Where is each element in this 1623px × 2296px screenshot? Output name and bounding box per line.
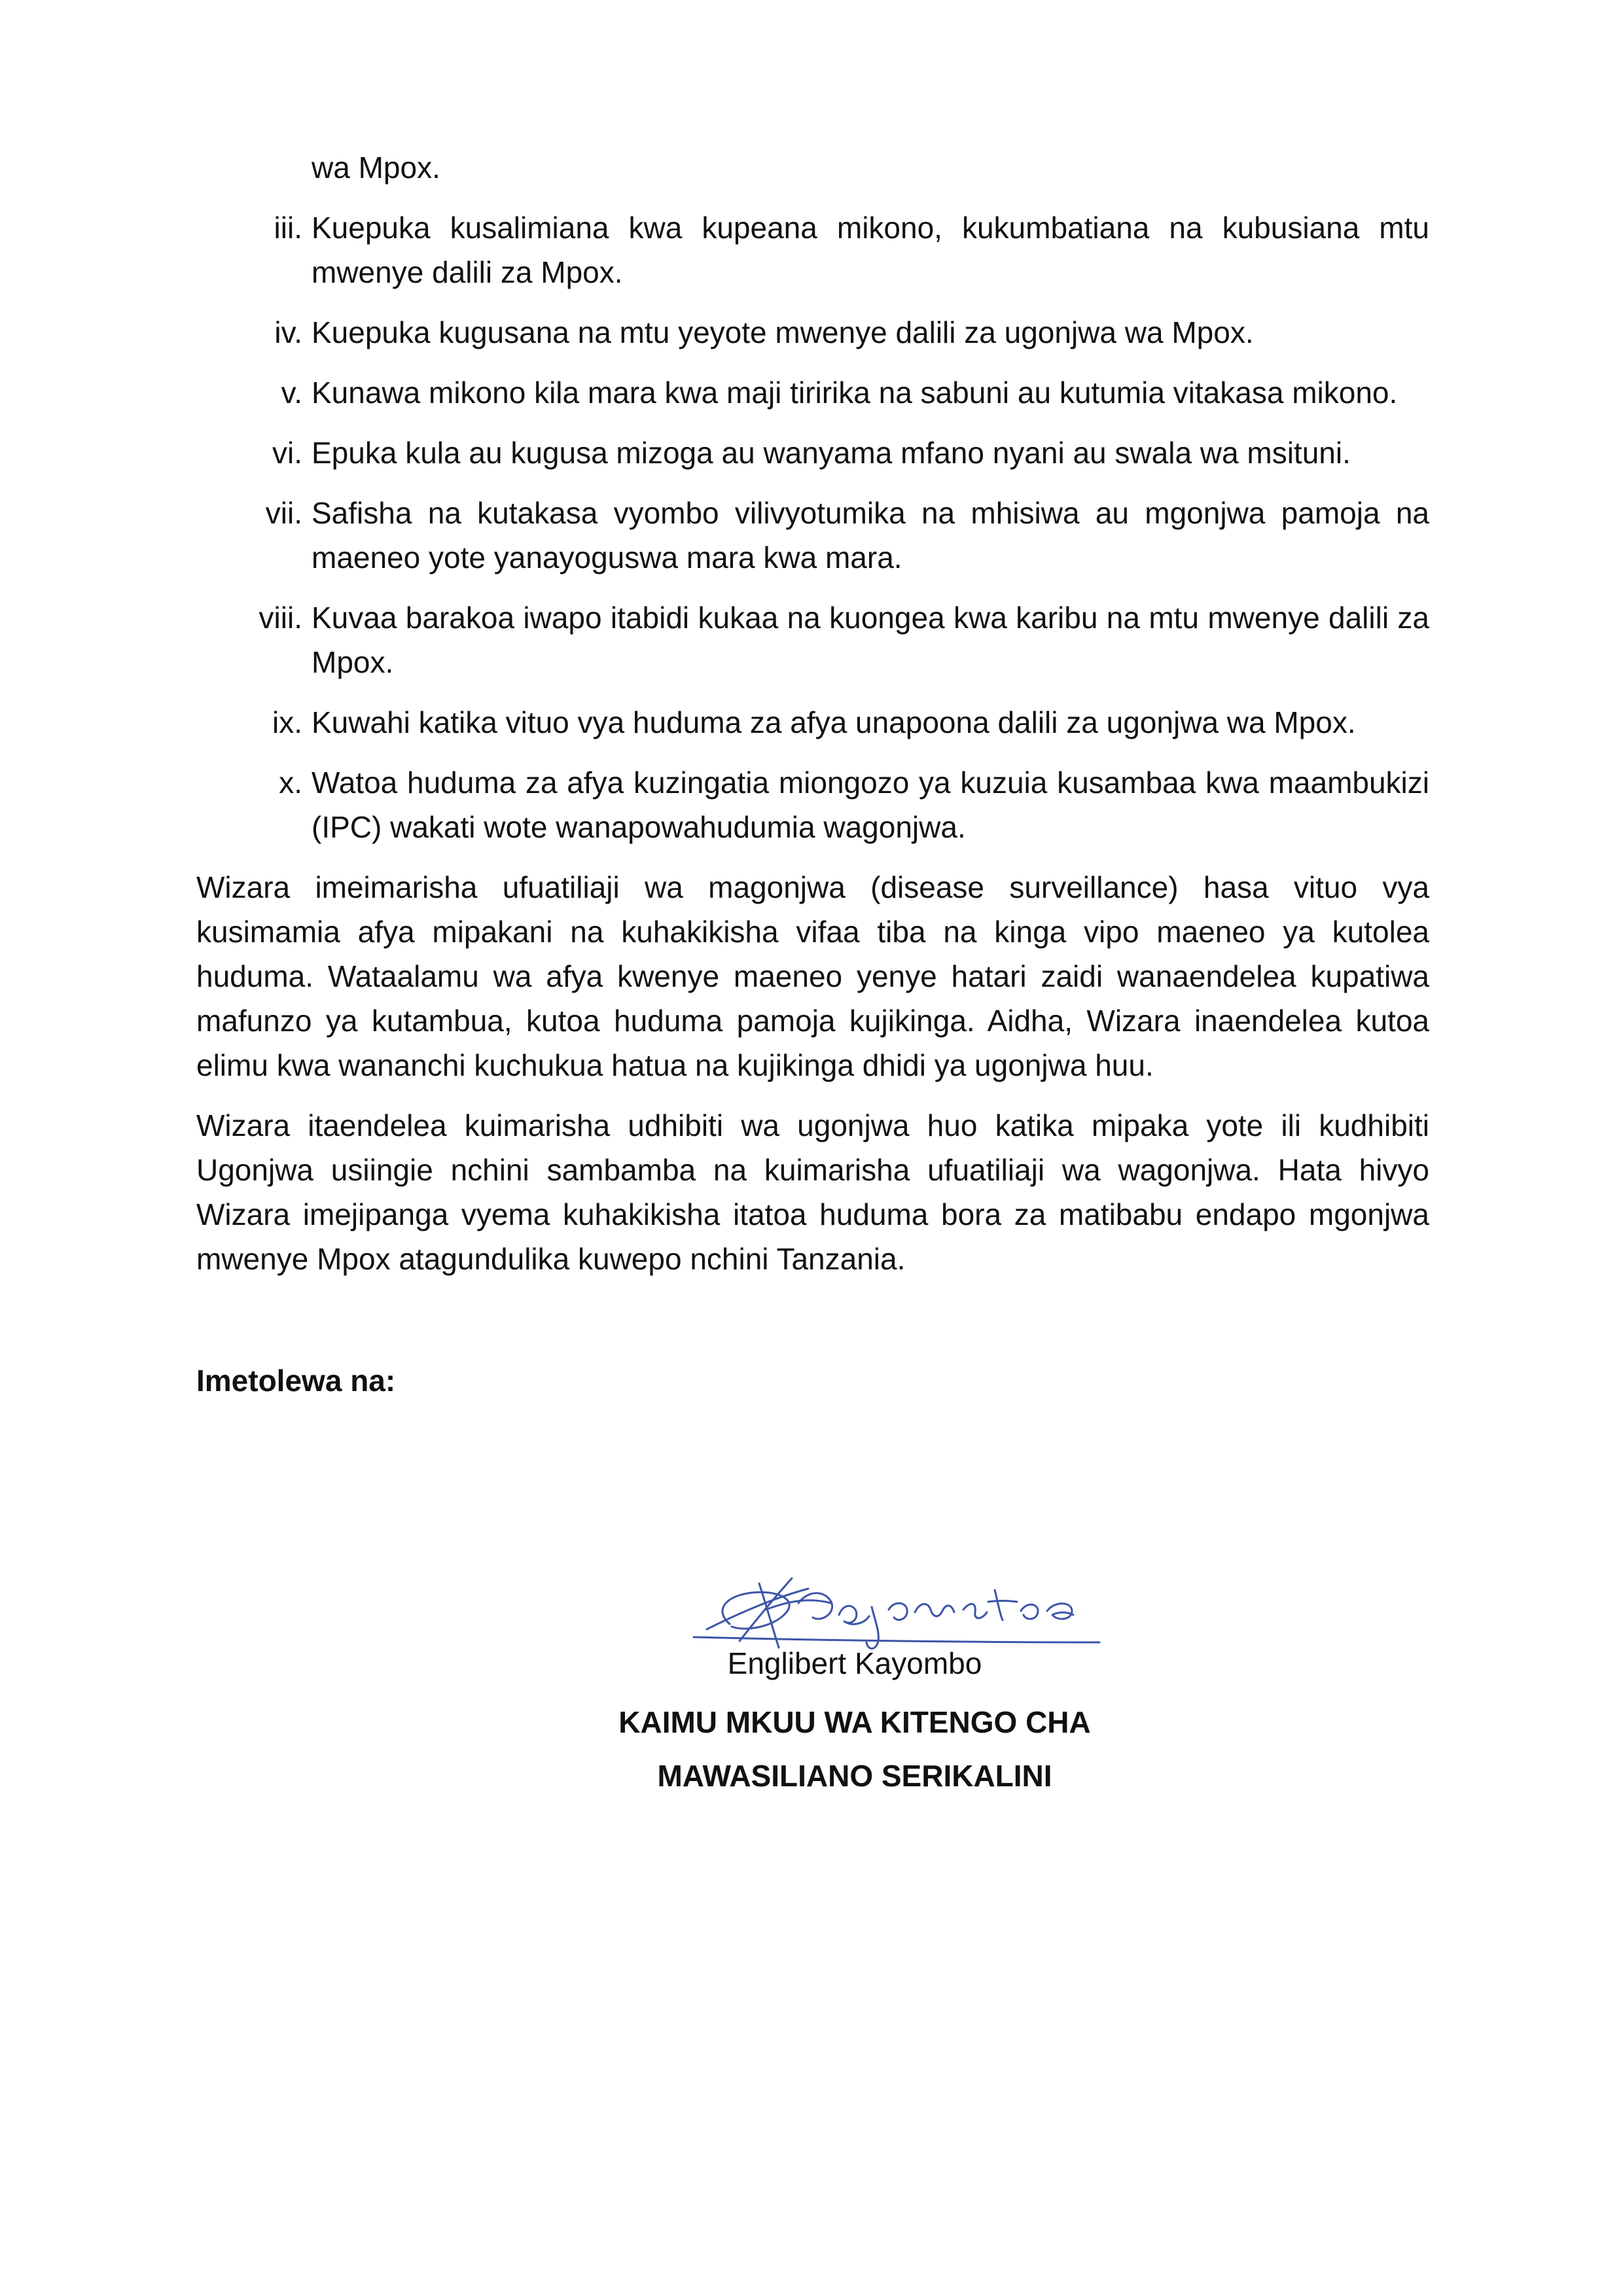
list-item-number: x. (279, 766, 302, 800)
list-item-number: iii. (274, 211, 302, 245)
preventive-measures-list (196, 205, 1429, 849)
list-item-number: v. (281, 376, 302, 410)
signer-title-line-1: KAIMU MKUU WA KITENGO CHA (618, 1705, 1091, 1739)
list-item-text: Kuepuka kugusana na mtu yeyote mwenye dalili za ugonjwa wa Mpox. (312, 315, 1254, 349)
list-item-text: Kuwahi katika vituo vya huduma za afya unapoona dalili za ugonjwa wa Mpox. (312, 705, 1356, 739)
signer-name: Englibert Kayombo (727, 1646, 982, 1680)
list-item-text: Epuka kula au kugusa mizoga au wanyama mfano nyani au swala wa msituni. (312, 436, 1351, 470)
list-item-text: Kuepuka kusalimiana kwa kupeana mikono, kukumbatiana na kubusiana mtu mwenye dalili za Mpox. (312, 211, 1429, 289)
list-item-continuation: wa Mpox. (312, 150, 440, 185)
list-item (196, 491, 1429, 580)
list-item (196, 310, 1429, 355)
list-item-number: viii. (259, 601, 302, 635)
list-item-text: Watoa huduma za afya kuzingatia miongozo ya kuzuia kusambaa kwa maambukizi (IPC) wakati wote wanapowahudumia wagonjwa. (312, 766, 1429, 844)
issued-by-label: Imetolewa na: (196, 1364, 396, 1398)
list-item (196, 595, 1429, 684)
signature-block (196, 1564, 1429, 1839)
list-item-number: ix. (272, 705, 302, 739)
list-item (196, 431, 1429, 475)
document-body (196, 145, 1429, 1419)
border-control-paragraph: Wizara itaendelea kuimarisha udhibiti wa ugonjwa huo katika mipaka yote ili kudhibiti Ugonjwa usiingie nchini sambamba na kuimarisha ufuatiliaji wa wagonjwa. Hata hivyo Wizara imejipanga vyema kuhakikisha itatoa huduma bora za matibabu endapo mgonjwa mwenye Mpox atagundulika kuwepo nchini Tanzania. (196, 1108, 1429, 1276)
list-item-text: Safisha na kutakasa vyombo vilivyotumika na mhisiwa au mgonjwa pamoja na maeneo yote yanayoguswa mara kwa mara. (312, 496, 1429, 574)
list-item-number: vi. (272, 436, 302, 470)
surveillance-paragraph: Wizara imeimarisha ufuatiliaji wa magonjwa (disease surveillance) hasa vituo vya kusimamia afya mipakani na kuhakikisha vifaa tiba na kinga vipo maeneo ya kutolea huduma. Wataalamu wa afya kwenye maeneo yenye hatari zaidi wanaendelea kupatiwa mafunzo ya kutambua, kutoa huduma pamoja kujikinga. Aidha, Wizara inaendelea kutoa elimu kwa wananchi kuchukua hatua na kujikinga dhidi ya ugonjwa huu. (196, 870, 1429, 1082)
list-item (196, 205, 1429, 294)
signer-title-line-2: MAWASILIANO SERIKALINI (657, 1759, 1052, 1793)
list-item (196, 700, 1429, 745)
list-item-number: vii. (265, 496, 302, 530)
list-item-text: Kunawa mikono kila mara kwa maji tiririka na sabuni au kutumia vitakasa mikono. (312, 376, 1398, 410)
list-item-text: Kuvaa barakoa iwapo itabidi kukaa na kuongea kwa karibu na mtu mwenye dalili za Mpox. (312, 601, 1429, 679)
list-item-number: iv. (274, 315, 302, 349)
list-item (196, 370, 1429, 415)
list-item (196, 760, 1429, 849)
